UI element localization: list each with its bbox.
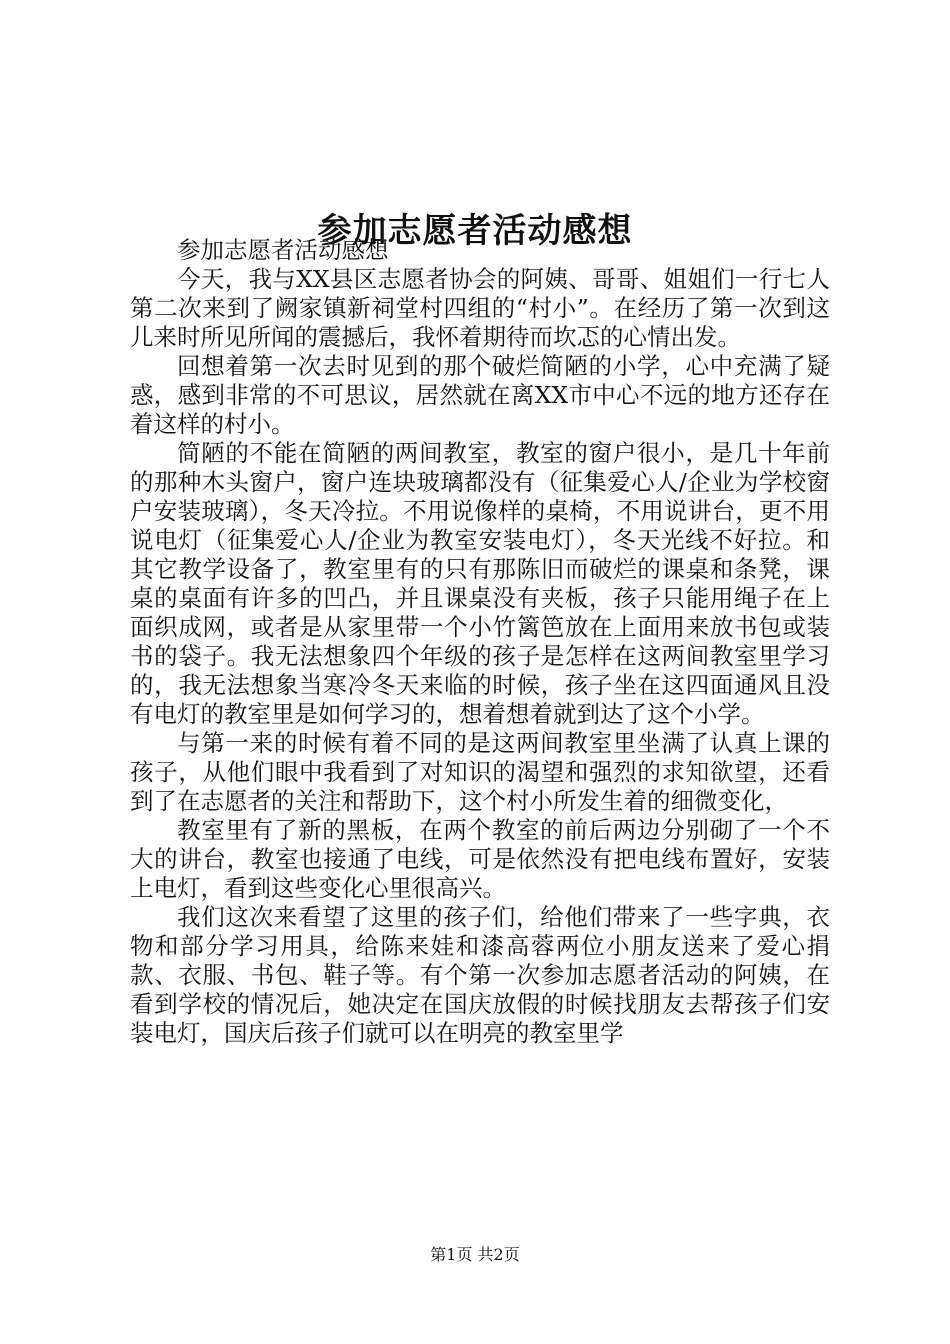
page-title: 参加志愿者活动感想 [317, 210, 633, 251]
paragraph: 与第一来的时候有着不同的是这两间教室里坐满了认真上课的孩子，从他们眼中我看到了对知识的渴望和强烈的求知欲望，还看到了在志愿者的关注和帮助下，这个村小所发生着的细微变化， [130, 729, 830, 815]
paragraph: 回想着第一次去时见到的那个破烂简陋的小学，心中充满了疑惑，感到非常的不可思议，居然就在离XX市中心不远的地方还存在着这样的村小。 [130, 352, 830, 438]
paragraph: 今天，我与XX县区志愿者协会的阿姨、哥哥、姐姐们一行七人第二次来到了阙家镇新祠堂村四组的“村小”。在经历了第一次到这儿来时所见所闻的震撼后，我怀着期待而坎忑的心情出发。 [130, 265, 830, 351]
paragraph-subtitle: 参加志愿者活动感想 [177, 236, 389, 264]
paragraph: 我们这次来看望了这里的孩子们，给他们带来了一些字典，衣物和部分学习用具，给陈来娃和漆高蓉两位小朋友送来了爱心捐款、衣服、书包、鞋子等。有个第一次参加志愿者活动的阿姨，在看到学校的情况后，她决定在国庆放假的时候找朋友去帮孩子们安装电灯，国庆后孩子们就可以在明亮的教室里学 [130, 903, 830, 1047]
paragraph: 简陋的不能在简陋的两间教室，教室的窗户很小，是几十年前的那种木头窗户，窗户连块玻璃都没有（征集爱心人/企业为学校窗户安装玻璃），冬天冷拉。不用说像样的桌椅，不用说讲台，更不用说电灯（征集爱心人/企业为教室安装电灯），冬天光线不好拉。和其它教学设备了，教室里有的只有那陈旧而破烂的课桌和条凳，课桌的桌面有许多的凹凸，并且课桌没有夹板，孩子只能用绳子在上面织成网，或者是从家里带一个小竹篱笆放在上面用来放书包或装书的袋子。我无法想象四个年级的孩子是怎样在这两间教室里学习的，我无法想象当寒冷冬天来临的时候，孩子坐在这四面通风且没有电灯的教室里是如何学习的，想着想着就到达了这个小学。 [130, 439, 830, 728]
page-footer: 第1页 共2页 [430, 1245, 520, 1264]
paragraph: 教室里有了新的黑板，在两个教室的前后两边分别砌了一个不大的讲台，教室也接通了电线，可是依然没有把电线布置好，安装上电灯，看到这些变化心里很高兴。 [130, 816, 830, 902]
document-body [130, 236, 830, 1048]
